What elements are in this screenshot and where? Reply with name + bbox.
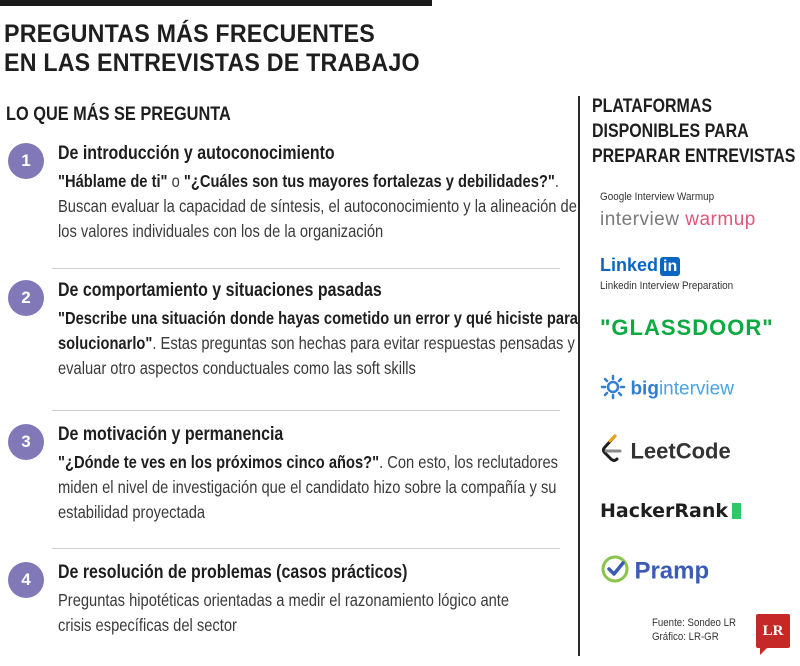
platforms-title [592, 94, 795, 169]
separator [52, 548, 560, 549]
google-wordmark-part-a: interview [600, 209, 686, 230]
leetcode-wordmark: LeetCode [630, 438, 731, 464]
graphic-credit: Gráfico: LR-GR [652, 631, 719, 643]
top-rule [0, 0, 432, 6]
hackerrank-square-icon [732, 503, 741, 519]
question-description: Preguntas hipotéticas orientadas a medir el razonamiento lógico ante crisis específicas del sector [58, 590, 510, 635]
linkedin-wordmark [600, 255, 748, 276]
question-quote: "Háblame de ti" [58, 171, 168, 191]
glassdoor-logo [600, 315, 774, 341]
question-body [58, 306, 596, 381]
question-heading: De introducción y autoconocimiento [58, 143, 335, 164]
linkedin-caption: Linkedin Interview Preparation [600, 280, 734, 292]
biginterview-word-a: big [630, 378, 659, 400]
number-badge: 4 [8, 562, 44, 598]
question-heading: De comportamiento y situaciones pasadas [58, 280, 382, 301]
linkedin-logo [600, 255, 748, 294]
biginterview-wordmark [630, 379, 733, 400]
number-badge: 3 [8, 424, 44, 460]
question-quote: "Describe una situación donde hayas cometido un error y qué hiciste para solucionarlo" [58, 308, 578, 353]
question-description: . Con esto, los reclutadores miden el nivel de investigación que el candidato hizo sobre la compañía y su estabilidad proyectada [58, 452, 559, 522]
source-text: Fuente: Sondeo LR [652, 617, 736, 629]
number-badge: 1 [8, 143, 44, 179]
separator [52, 410, 560, 411]
question-heading: De resolución de problemas (casos prácticos) [58, 562, 408, 583]
google-wordmark-part-b: warmup [685, 209, 756, 230]
check-circle-icon [600, 554, 630, 589]
hackerrank-wordmark: HackerRank [600, 500, 728, 522]
pramp-wordmark: Pramp [634, 557, 710, 585]
separator [52, 268, 560, 269]
source-credits [652, 616, 736, 644]
biginterview-logo [600, 374, 734, 405]
leetcode-icon [600, 434, 626, 469]
platforms-title-line-2: DISPONIBLES PARA [592, 121, 749, 142]
question-quote: "¿Dónde te ves en los próximos cinco años?" [58, 452, 380, 472]
pramp-logo [600, 554, 709, 589]
column-divider [578, 96, 580, 656]
biginterview-icon [600, 374, 626, 405]
platforms-title-line-3: PREPARAR ENTREVISTAS [592, 146, 796, 167]
connector-text: o [167, 171, 184, 191]
question-body [58, 169, 596, 244]
google-caption: Google Interview Warmup [600, 191, 715, 203]
hackerrank-logo [600, 500, 741, 522]
question-quote-2: "¿Cuáles son tus mayores fortalezas y debilidades?" [183, 171, 555, 191]
google-interview-warmup-logo [600, 187, 756, 231]
lr-logo: LR [756, 614, 790, 648]
glassdoor-wordmark: "GLASSDOOR" [600, 315, 774, 340]
google-wordmark [600, 209, 756, 231]
question-body [58, 588, 528, 638]
biginterview-word-b: interview [658, 378, 734, 400]
question-heading: De motivación y permanencia [58, 424, 284, 445]
leetcode-logo [600, 434, 731, 469]
question-description: . Estas preguntas son hechas para evitar respuestas pensadas y evaluar otro aspectos conductuales como las soft skills [58, 333, 575, 378]
title-line-1: PREGUNTAS MÁS FRECUENTES [4, 20, 375, 48]
section-subtitle: LO QUE MÁS SE PREGUNTA [6, 104, 231, 125]
number-badge: 2 [8, 280, 44, 316]
linkedin-word: Linked [600, 255, 659, 275]
page-title [4, 20, 420, 78]
question-body [58, 450, 596, 525]
linkedin-in-badge: in [660, 257, 680, 276]
title-line-2: EN LAS ENTREVISTAS DE TRABAJO [4, 49, 420, 77]
platforms-title-line-1: PLATAFORMAS [592, 96, 712, 117]
question-description: . Buscan evaluar la capacidad de síntesis, el autoconocimiento y la alineación de los valores individuales con los de la organización [58, 171, 577, 241]
